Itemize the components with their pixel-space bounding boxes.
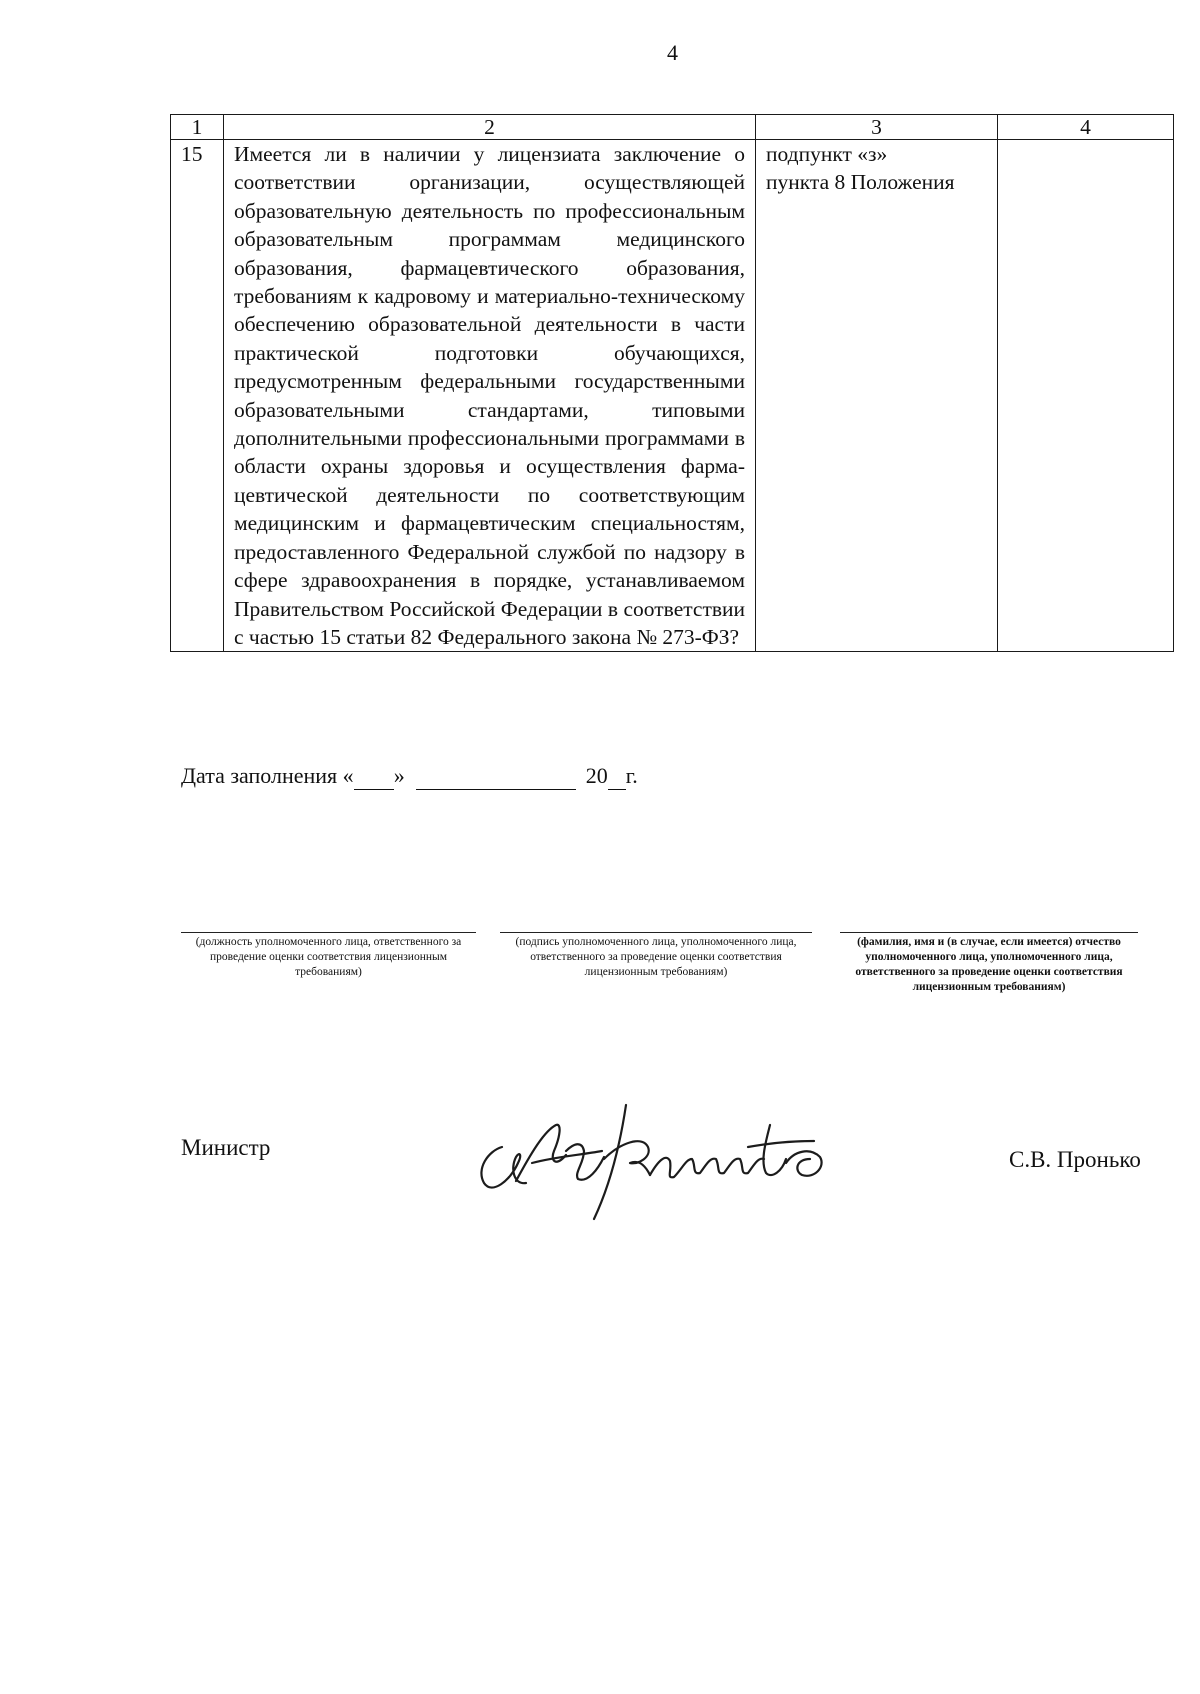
fill-date-line: [181, 763, 638, 790]
handwritten-signature: [470, 1085, 850, 1225]
year-prefix: 20: [585, 763, 608, 788]
checklist-table: [170, 114, 1174, 652]
column-header-4: 4: [998, 115, 1174, 140]
page-number: 4: [667, 40, 678, 65]
row-number: 15: [171, 140, 224, 652]
signer-position: Министр: [181, 1135, 271, 1160]
fill-date-label: Дата заполнения «: [181, 763, 354, 788]
signer-name: С.В. Пронько: [1009, 1147, 1141, 1172]
requirement-reference: [756, 140, 998, 652]
column-header-3: 3: [756, 115, 998, 140]
day-blank: [354, 763, 394, 790]
fill-date-close-quote: »: [393, 763, 405, 788]
year-suffix: г.: [625, 763, 638, 788]
full-name-caption: (фамилия, имя и (в случае, если имеется) отчество уполномоченного лица, уполномоченного лица, ответственного за проведение оценки соответствия лицензионным требованиям): [840, 932, 1138, 995]
column-header-2: 2: [224, 115, 756, 140]
table-header-row: [171, 115, 1174, 140]
month-blank: [416, 763, 576, 790]
reference-line-2: пункта 8 Положения: [766, 170, 955, 195]
answer-cell: [998, 140, 1174, 652]
column-header-1: 1: [171, 115, 224, 140]
year-blank: [608, 763, 626, 790]
reference-line-1: подпункт «з»: [766, 142, 888, 166]
table-row: [171, 140, 1174, 652]
question-text: Имеется ли в наличии у лицензиата заключение о соответствии организации, осуществляющей образовательную деятельность по профессиональным образовательным программам медицинского образования, фармацевтического образования, требованиям к кадровому и материально-техническому обеспечению образовательной деятельности в части практической подготовки обучающихся, предусмотренным федеральными государственными образовательными стандартами, типовыми дополнительными профессиональными программами в области охраны здоровья и осуществления фармацевтической деятельности по соответствующим медицинским и фармацевтическим специальностям, предоставленного Федеральной службой по надзору в сфере здравоохранения в порядке, устанавливаемом Правительством Российской Федерации в соответствии с частью 15 статьи 82 Федерального закона № 273-ФЗ?: [224, 140, 756, 652]
signature-caption: (подпись уполномоченного лица, уполномоченного лица, ответственного за проведение оценки соответствия лицензионным требованиям): [500, 932, 812, 980]
position-caption: (должность уполномоченного лица, ответственного за проведение оценки соответствия лицензионным требованиям): [181, 932, 476, 980]
